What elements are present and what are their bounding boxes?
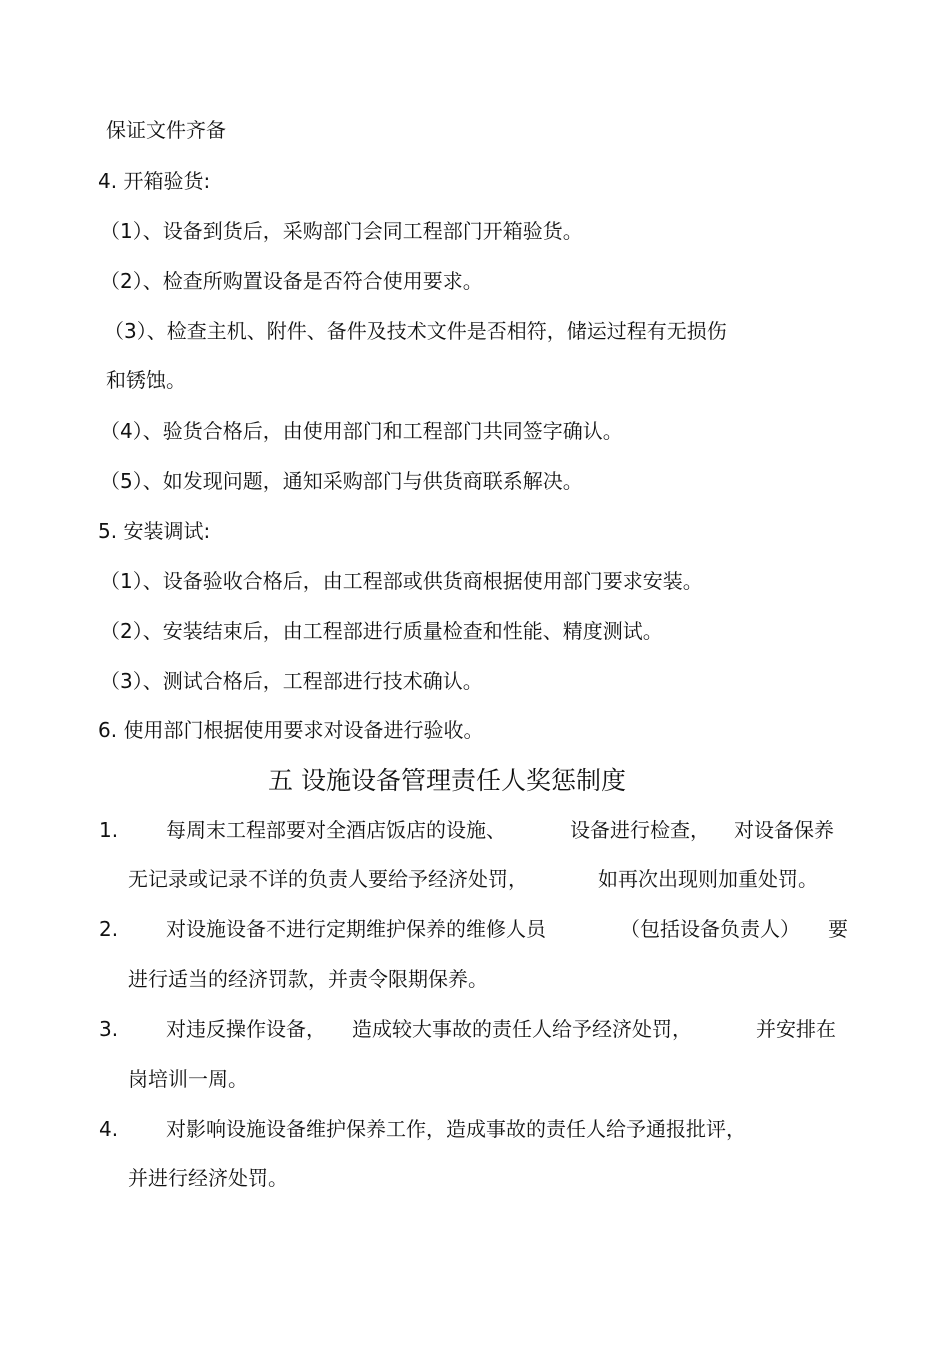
item-number: 4. (99, 1117, 119, 1141)
item-number: 3. (99, 1017, 119, 1041)
subsection-heading: 4. 开箱验货: (98, 169, 211, 193)
item-text: （包括设备负责人） (620, 917, 800, 941)
text-line: 保证文件齐备 (106, 118, 226, 142)
item-number: 1. (99, 818, 119, 842)
item-text: 进行适当的经济罚款，并责令限期保养。 (128, 967, 488, 991)
item-text: 并进行经济处罚。 (128, 1166, 288, 1190)
item-text: 无记录或记录不详的负责人要给予经济处罚， (128, 867, 528, 891)
item-text: 要 (828, 917, 848, 941)
list-item: （1）、设备到货后，采购部门会同工程部门开箱验货。 (100, 219, 583, 243)
list-item: （5）、如发现问题，通知采购部门与供货商联系解决。 (100, 469, 583, 493)
item-text: 造成较大事故的责任人给予经济处罚， (352, 1017, 692, 1041)
list-item: （4）、验货合格后，由使用部门和工程部门共同签字确认。 (100, 419, 623, 443)
item-text: 设备进行检查， (570, 818, 710, 842)
item-text: 对设备保养 (734, 818, 834, 842)
list-item: （3）、检查主机、附件、备件及技术文件是否相符，储运过程有无损伤 (104, 319, 727, 343)
section-title: 五 设施设备管理责任人奖惩制度 (268, 766, 626, 795)
list-item: （1）、设备验收合格后，由工程部或供货商根据使用部门要求安装。 (100, 569, 703, 593)
item-number: 2. (99, 917, 119, 941)
item-text: 对设施设备不进行定期维护保养的维修人员 (166, 917, 546, 941)
item-text: 如再次出现则加重处罚。 (598, 867, 818, 891)
text-line: 和锈蚀。 (106, 368, 186, 392)
item-text: 并安排在 (756, 1017, 836, 1041)
list-item: （2）、安装结束后，由工程部进行质量检查和性能、精度测试。 (100, 619, 663, 643)
item-text: 每周末工程部要对全酒店饭店的设施、 (166, 818, 506, 842)
list-item: （2）、检查所购置设备是否符合使用要求。 (100, 269, 483, 293)
item-text: 岗培训一周。 (128, 1067, 248, 1091)
item-text: 对违反操作设备， (166, 1017, 326, 1041)
text-line: 6. 使用部门根据使用要求对设备进行验收。 (98, 718, 484, 742)
subsection-heading: 5. 安装调试: (98, 519, 211, 543)
list-item: （3）、测试合格后，工程部进行技术确认。 (100, 669, 483, 693)
item-text: 对影响设施设备维护保养工作，造成事故的责任人给予通报批评， (166, 1117, 746, 1141)
